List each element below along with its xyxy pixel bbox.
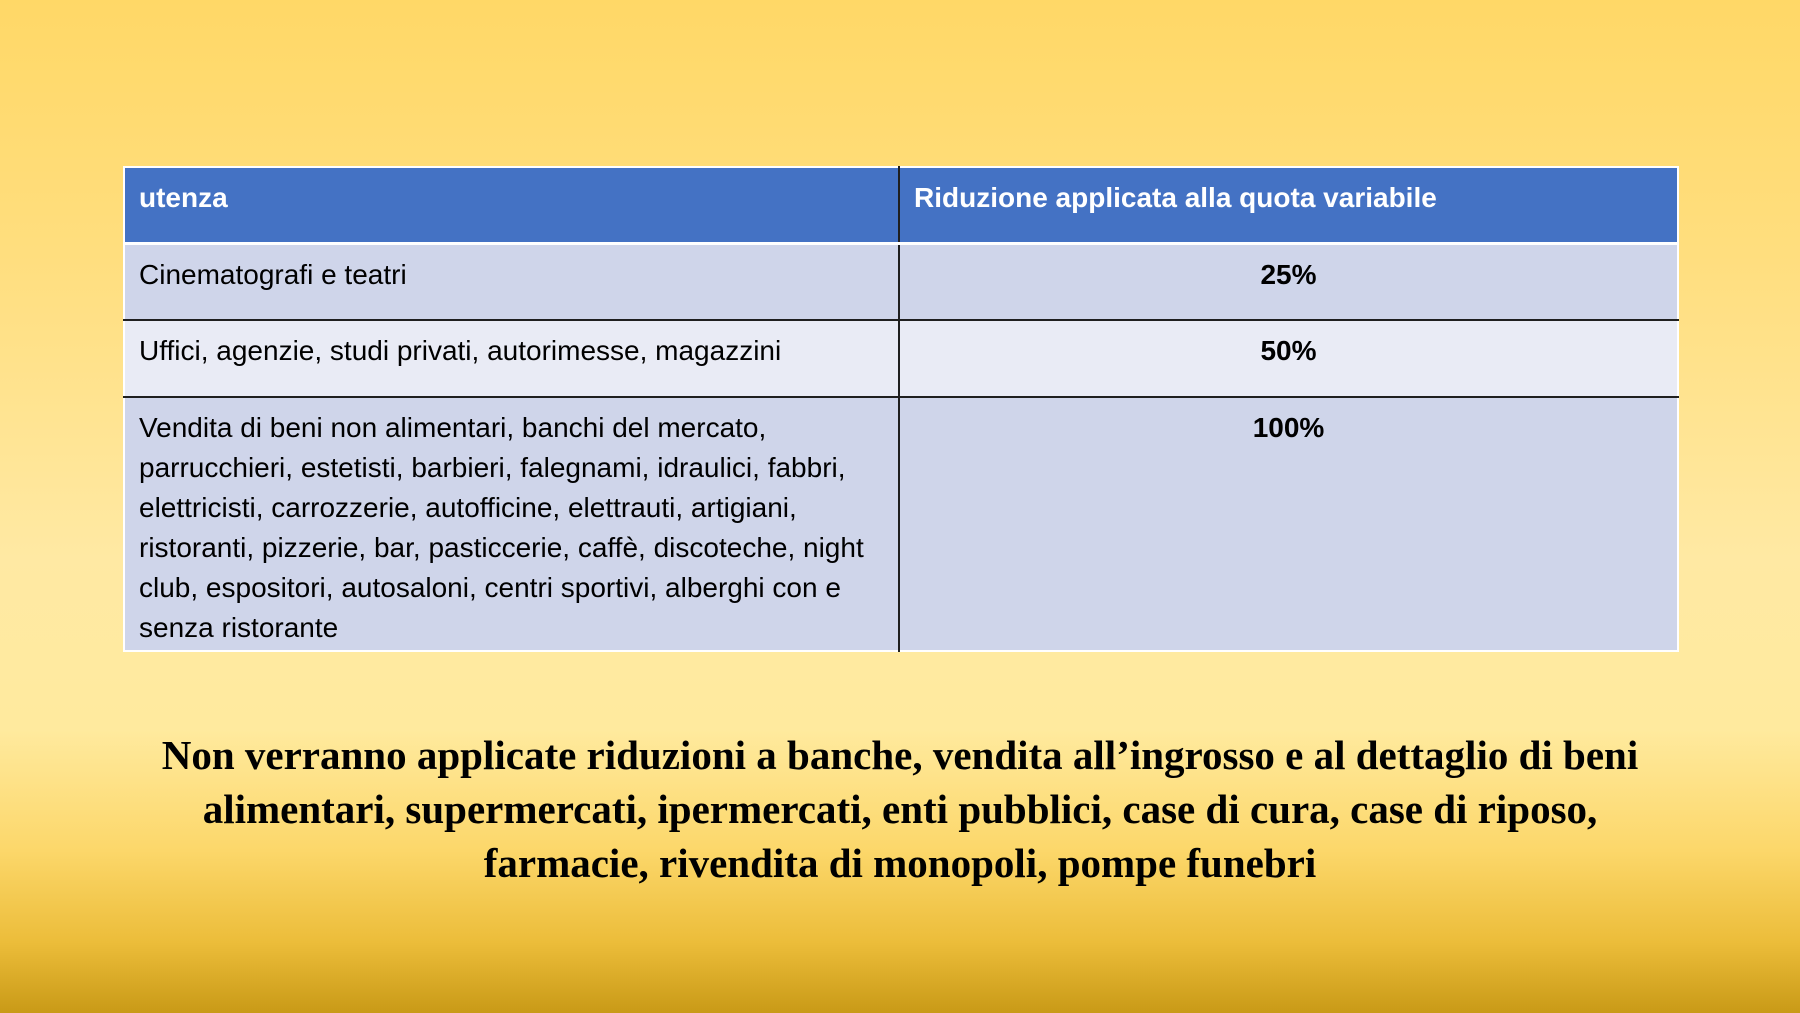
table-row (124, 320, 1678, 397)
utenza-cell: Cinematografi e teatri (124, 243, 899, 320)
header-utenza: utenza (124, 167, 899, 243)
reductions-table (123, 166, 1679, 652)
exclusions-note: Non verranno applicate riduzioni a banche, vendita all’ingrosso e al dettaglio di beni alimentari, supermercati, ipermercati, enti pubblici, case di cura, case di riposo, farmacie, rivendita di monopoli, pompe funebri (161, 732, 1639, 886)
utenza-cell: Uffici, agenzie, studi privati, autorimesse, magazzini (124, 320, 899, 397)
riduzione-cell: 25% (899, 243, 1678, 320)
riduzione-cell: 100% (899, 397, 1678, 651)
table-header-row (124, 167, 1678, 243)
table-row (124, 243, 1678, 320)
header-riduzione: Riduzione applicata alla quota variabile (899, 167, 1678, 243)
riduzione-cell: 50% (899, 320, 1678, 397)
utenza-cell: Vendita di beni non alimentari, banchi del mercato, parrucchieri, estetisti, barbieri, falegnami, idraulici, fabbri, elettricisti, carrozzerie, autofficine, elettrauti, artigiani, ristoranti, pizzerie, bar, pasticcerie, caffè, discoteche, night club, espositori, autosaloni, centri sportivi, alberghi con e senza ristorante (124, 397, 899, 651)
table-row (124, 397, 1678, 651)
